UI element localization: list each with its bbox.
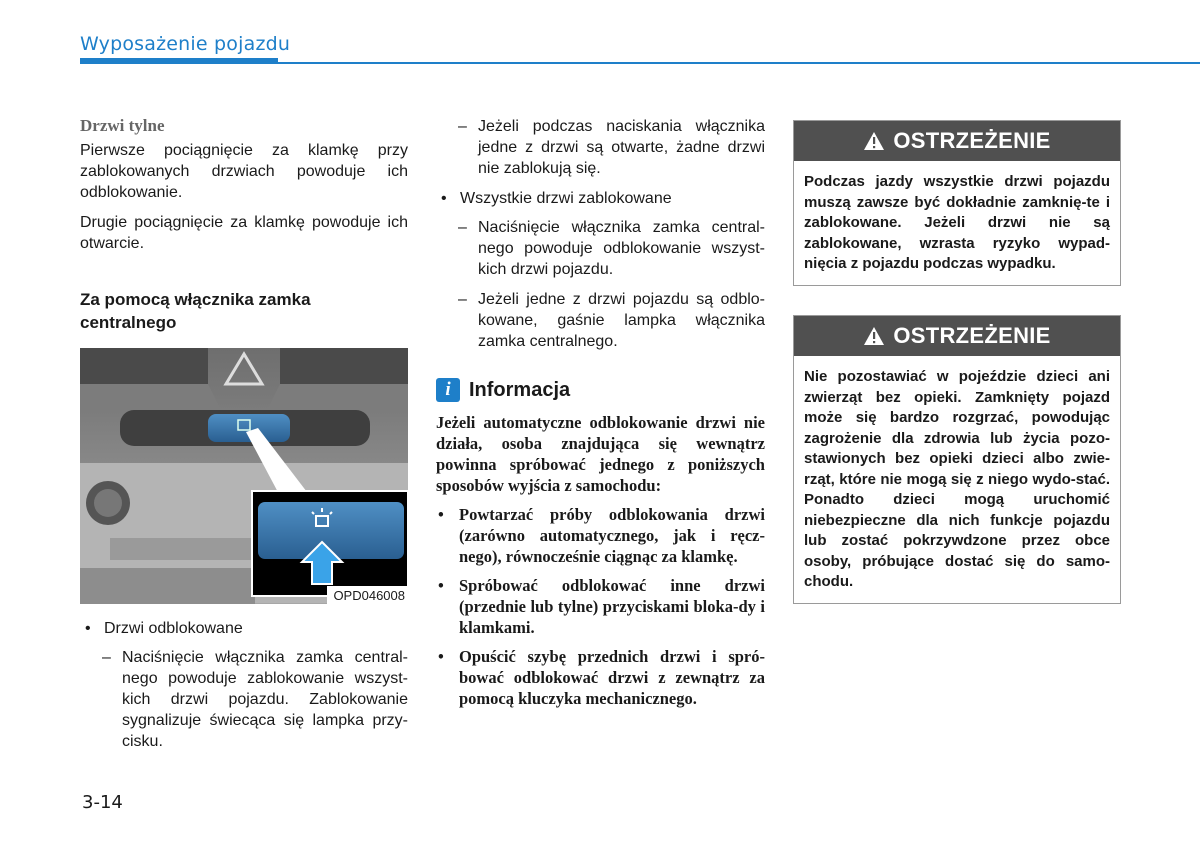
warning-header — [794, 316, 1120, 356]
info-list-item: • Opuścić szybę przednich drzwi i spró-bować odblokować drzwi z zewnątrz za pomocą kluczyka mechanicznego. — [436, 646, 765, 709]
list-item: – Jeżeli jedne z drzwi pojazdu są odblo-kowane, gaśnie lampka włącznika zamka centralnego. — [436, 289, 765, 352]
heading-central-lock: Za pomocą włącznika zamka centralnego — [80, 290, 311, 332]
warning-triangle-icon — [863, 326, 885, 346]
list-item: • Wszystkie drzwi zablokowane — [436, 188, 765, 209]
list-item: • Drzwi odblokowane — [80, 618, 408, 639]
warning-box — [793, 120, 1121, 286]
warning-header — [794, 121, 1120, 161]
subtitle-rear-doors: Drzwi tylne — [80, 116, 165, 135]
warning-title: OSTRZEŻENIE — [893, 323, 1051, 348]
info-list-item: • Spróbować odblokować inne drzwi (przednie lub tylne) przyciskami bloka-dy i klamkami. — [436, 575, 765, 638]
list-item: – Naciśnięcie włącznika zamka central-nego powoduje zablokowanie wszyst-kich drzwi pojazdu. Zablokowanie sygnalizuje świecąca się lampka przy-cisku. — [80, 647, 408, 752]
warning-text: Podczas jazdy wszystkie drzwi pojazdu muszą zawsze być dokładnie zamknię-te i zablokowane. Jeżeli drzwi nie są zablokowane, wzrasta ryzyko wypad-nięcia z pojazdu podczas wypadku. — [804, 173, 1110, 272]
warning-text: Nie pozostawiać w pojeździe dzieci ani zwierząt bez opieki. Zamknięty pojazd może się bardzo rozgrzać, powodując zagrożenie dla zdrowia lub życia pozo-stawionych bez opieki dzieci albo zwie-rząt, które nie mogą się z niego wydo-stać. Ponadto dzieci mogą uruchomić niebezpieczne dla nich funkcje pojazdu lub zostać pokrzywdzone przez obce osoby, próbujące dostać się do samo-chodu. — [804, 368, 1110, 590]
column-left — [80, 116, 408, 761]
central-lock-switch-image — [80, 348, 408, 604]
info-list-item: • Powtarzać próby odblokowania drzwi (zarówno automatycznego, jak i ręcz-nego), równocześnie ciągnąc za klamkę. — [436, 504, 765, 567]
page-number: 3-14 — [82, 792, 123, 813]
info-heading — [436, 378, 765, 402]
info-icon: i — [436, 378, 460, 402]
section-title: Wyposażenie pojazdu — [80, 33, 291, 55]
dashboard-illustration — [80, 348, 408, 604]
warning-triangle-icon — [863, 131, 885, 151]
list-item: – Naciśnięcie włącznika zamka central-nego powoduje odblokowanie wszyst-kich drzwi pojazdu. — [436, 217, 765, 280]
paragraph: Drugie pociągnięcie za klamkę powoduje ich otwarcie. — [80, 214, 408, 252]
figure-code: OPD046008 — [327, 586, 408, 604]
list-item: – Jeżeli podczas naciskania włącznika jedne z drzwi są otwarte, żadne drzwi nie zablokują się. — [436, 116, 765, 179]
warning-title: OSTRZEŻENIE — [893, 128, 1051, 153]
header-accent-bar — [80, 58, 278, 64]
column-middle — [436, 116, 765, 717]
paragraph: Pierwsze pociągnięcie za klamkę przy zablokowanych drzwiach powoduje ich odblokowanie. — [80, 142, 408, 201]
info-title: Informacja — [469, 378, 571, 401]
warning-box — [793, 315, 1121, 604]
info-paragraph: Jeżeli automatyczne odblokowanie drzwi nie działa, osoba znajdująca się wewnątrz powinna spróbować jednego z poniższych sposobów wyjścia z samochodu: — [436, 413, 765, 495]
